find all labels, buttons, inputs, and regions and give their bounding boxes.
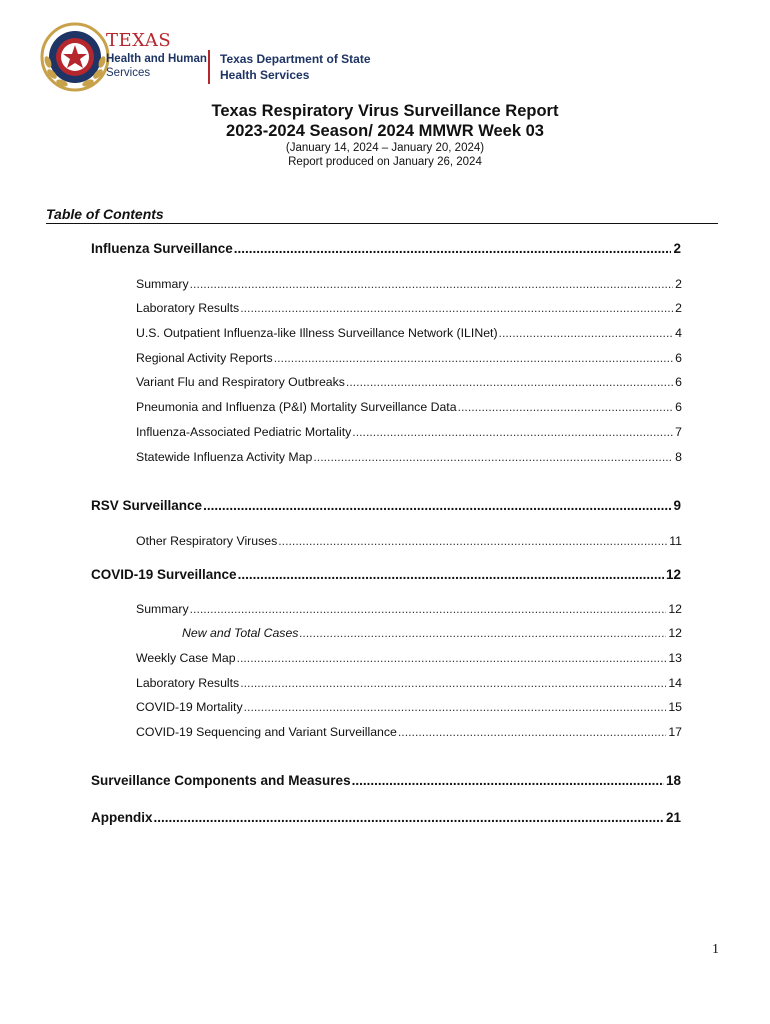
org-title: TEXAS xyxy=(106,30,172,51)
toc-label: Other Respiratory Viruses xyxy=(136,534,278,548)
toc-label: Summary xyxy=(136,602,189,616)
toc-label: Influenza-Associated Pediatric Mortality xyxy=(136,425,352,439)
toc-page: 6 xyxy=(675,375,682,389)
report-season: 2023-2024 Season/ 2024 MMWR Week 03 xyxy=(226,122,544,140)
toc-page: 4 xyxy=(675,326,682,340)
toc-entry-flu-summary[interactable] xyxy=(136,277,682,291)
toc-page: 2 xyxy=(675,277,682,291)
header-logos xyxy=(40,22,380,94)
toc-page: 12 xyxy=(668,602,682,616)
toc-page: 6 xyxy=(675,400,682,414)
toc-leader xyxy=(190,277,674,291)
hhs-logo-text xyxy=(106,32,207,80)
toc-entry-regional-activity[interactable] xyxy=(136,351,682,365)
toc-leader xyxy=(190,602,667,616)
toc-label: Appendix xyxy=(91,810,153,825)
toc-label: Statewide Influenza Activity Map xyxy=(136,450,313,464)
toc-entry-surveillance-components[interactable] xyxy=(91,773,681,788)
toc-page: 6 xyxy=(675,351,682,365)
toc-label: Pneumonia and Influenza (P&I) Mortality Surveillance Data xyxy=(136,400,457,414)
toc-page: 8 xyxy=(675,450,682,464)
org-line-2: Services xyxy=(106,67,151,79)
toc-page: 17 xyxy=(668,725,682,739)
toc-leader xyxy=(240,676,666,690)
toc-page: 21 xyxy=(665,810,681,825)
toc-leader xyxy=(240,301,673,315)
toc-page: 2 xyxy=(673,241,681,256)
page-number: 1 xyxy=(712,942,719,957)
toc-label: COVID-19 Sequencing and Variant Surveillance xyxy=(136,725,397,739)
toc-entry-pi-mortality[interactable] xyxy=(136,400,682,414)
toc-leader xyxy=(313,450,673,464)
toc-label: New and Total Cases xyxy=(182,626,299,640)
toc-entry-influenza-surveillance[interactable] xyxy=(91,241,681,256)
toc-page: 12 xyxy=(665,567,681,582)
toc-entry-rsv-surveillance[interactable] xyxy=(91,498,681,513)
toc-entry-covid-laboratory-results[interactable] xyxy=(136,676,682,690)
toc-page: 9 xyxy=(673,498,681,513)
toc-page: 11 xyxy=(669,534,682,548)
toc-page: 7 xyxy=(675,425,682,439)
toc-heading: Table of Contents xyxy=(46,206,718,224)
toc-entry-pediatric-mortality[interactable] xyxy=(136,425,682,439)
toc-entry-covid-surveillance[interactable] xyxy=(91,567,681,582)
toc-entry-covid-sequencing[interactable] xyxy=(136,725,682,739)
toc-leader xyxy=(352,773,664,788)
toc-leader xyxy=(458,400,674,414)
toc-label: COVID-19 Mortality xyxy=(136,700,243,714)
toc-label: Variant Flu and Respiratory Outbreaks xyxy=(136,375,345,389)
report-title-block xyxy=(0,101,770,169)
toc-entry-appendix[interactable] xyxy=(91,810,681,825)
dept-line-1: Texas Department of State xyxy=(220,52,371,66)
toc-leader xyxy=(154,810,664,825)
toc-leader xyxy=(234,241,672,256)
toc-leader xyxy=(299,626,666,640)
toc-label: Laboratory Results xyxy=(136,676,240,690)
toc-entry-activity-map[interactable] xyxy=(136,450,682,464)
toc-leader xyxy=(499,326,674,340)
report-title: Texas Respiratory Virus Surveillance Report xyxy=(211,102,559,120)
toc-entry-ilinet[interactable] xyxy=(136,326,682,340)
toc-label: Influenza Surveillance xyxy=(91,241,233,256)
toc-label: Regional Activity Reports xyxy=(136,351,273,365)
toc-page: 12 xyxy=(668,626,682,640)
toc-page: 13 xyxy=(668,651,682,665)
toc-leader xyxy=(352,425,673,439)
logo-divider xyxy=(208,50,210,84)
toc-leader xyxy=(274,351,673,365)
toc-leader xyxy=(203,498,671,513)
toc-entry-weekly-case-map[interactable] xyxy=(136,651,682,665)
toc-label: COVID-19 Surveillance xyxy=(91,567,237,582)
dept-line-2: Health Services xyxy=(220,68,310,82)
toc-label: Summary xyxy=(136,277,189,291)
toc-page: 2 xyxy=(675,301,682,315)
toc-entry-flu-laboratory-results[interactable] xyxy=(136,301,682,315)
dshs-logo-text xyxy=(220,51,371,83)
toc-page: 14 xyxy=(668,676,682,690)
toc-entry-variant-flu[interactable] xyxy=(136,375,682,389)
report-produced-date: Report produced on January 26, 2024 xyxy=(288,156,482,168)
toc-label: Laboratory Results xyxy=(136,301,240,315)
toc-label: Surveillance Components and Measures xyxy=(91,773,351,788)
report-date-range: (January 14, 2024 – January 20, 2024) xyxy=(285,142,485,154)
toc-leader xyxy=(278,534,667,548)
toc-leader xyxy=(398,725,666,739)
toc-page: 18 xyxy=(665,773,681,788)
toc-entry-new-total-cases[interactable] xyxy=(182,626,682,640)
toc-entry-covid-summary[interactable] xyxy=(136,602,682,616)
toc-leader xyxy=(237,651,667,665)
toc-leader xyxy=(346,375,673,389)
toc-entry-other-respiratory-viruses[interactable] xyxy=(136,534,682,548)
toc-entry-covid-mortality[interactable] xyxy=(136,700,682,714)
org-line-1: Health and Human xyxy=(106,53,207,65)
texas-seal-icon xyxy=(40,22,110,92)
toc-leader xyxy=(244,700,667,714)
toc-label: U.S. Outpatient Influenza-like Illness Surveillance Network (ILINet) xyxy=(136,326,498,340)
toc-label: RSV Surveillance xyxy=(91,498,203,513)
toc-label: Weekly Case Map xyxy=(136,651,236,665)
toc-page: 15 xyxy=(668,700,682,714)
toc-leader xyxy=(238,567,664,582)
